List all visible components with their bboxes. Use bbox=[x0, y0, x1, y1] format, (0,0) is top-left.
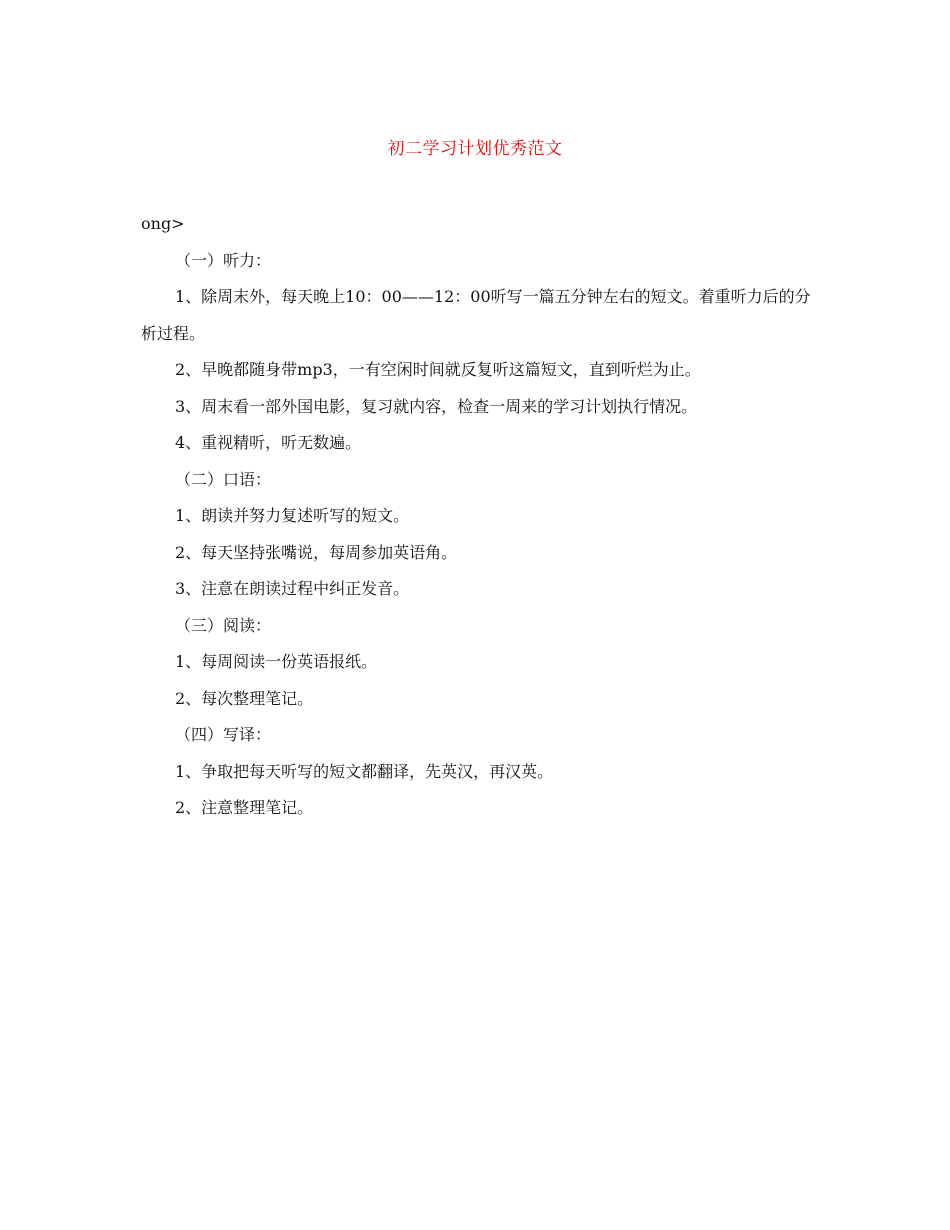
list-item: 1、争取把每天听写的短文都翻译，先英汉，再汉英。 bbox=[175, 761, 554, 781]
section-heading-reading: （三）阅读： bbox=[175, 615, 272, 635]
document-title: 初二学习计划优秀范文 bbox=[387, 139, 563, 159]
list-item: 2、早晚都随身带mp3，一有空闲时间就反复听这篇短文，直到听烂为止。 bbox=[175, 360, 701, 379]
list-item: 3、周末看一部外国电影，复习就内容，检查一周来的学习计划执行情况。 bbox=[175, 396, 698, 416]
list-item: 2、每次整理笔记。 bbox=[175, 688, 314, 708]
section-heading-speaking: （二）口语： bbox=[175, 469, 272, 489]
list-item: 1、朗读并努力复述听写的短文。 bbox=[175, 506, 410, 525]
list-item: 1、每周阅读一份英语报纸。 bbox=[175, 652, 378, 671]
list-item: 4、重视精听，听无数遍。 bbox=[175, 433, 362, 452]
document-body bbox=[141, 206, 811, 827]
list-item: 2、注意整理笔记。 bbox=[175, 798, 314, 817]
section-heading-listening: （一）听力： bbox=[175, 250, 272, 270]
list-item: 2、每天坚持张嘴说，每周参加英语角。 bbox=[175, 542, 458, 562]
list-item: 3、注意在朗读过程中纠正发音。 bbox=[175, 579, 410, 598]
stray-fragment: ong> bbox=[141, 214, 185, 233]
list-item: 1、除周末外，每天晚上10：00——12：00听写一篇五分钟左右的短文。着重听力后的分析过程。 bbox=[141, 287, 811, 343]
section-heading-writing: （四）写译： bbox=[175, 725, 272, 744]
